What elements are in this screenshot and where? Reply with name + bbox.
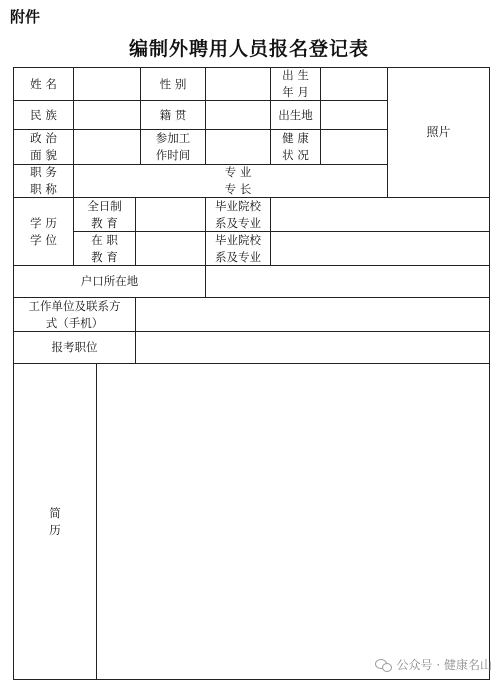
specialty-label: 专 业 专 长: [224, 165, 252, 196]
education-degree-label: 学 历 学 位: [30, 215, 57, 247]
name-label: 姓 名: [30, 76, 57, 91]
column-divider: [135, 197, 136, 265]
watermark: [375, 656, 492, 673]
attachment-label: 附件: [10, 8, 41, 26]
graduate-school-label: 毕业院校 系及专业: [215, 232, 261, 264]
column-divider: [270, 197, 271, 265]
health-status-label: 健 康 状 况: [282, 131, 309, 162]
resume-label: 简 历: [49, 505, 61, 537]
work-start-time-label: 参加工 作时间: [155, 131, 191, 162]
column-divider: [96, 363, 97, 680]
form-title: 编制外聘用人员报名登记表: [128, 38, 369, 60]
fulltime-education-label: 全日制 教 育: [87, 198, 122, 230]
table-border-bottom: [13, 679, 490, 680]
employer-contact-label: 工作单位及联系方 式（手机）: [28, 298, 121, 330]
ethnicity-label: 民 族: [30, 107, 57, 122]
graduate-school-label: 毕业院校 系及专业: [215, 198, 261, 230]
column-divider: [320, 67, 321, 164]
birth-date-label: 出 生 年 月: [282, 68, 309, 99]
wechat-icon: [375, 658, 393, 671]
table-border-right: [489, 67, 490, 680]
native-place-label: 籍 贯: [159, 107, 187, 122]
political-status-label: 政 治 面 貌: [30, 131, 57, 162]
applied-position-label: 报考职位: [51, 340, 98, 354]
column-divider: [205, 67, 206, 164]
gender-label: 性 别: [159, 76, 187, 91]
watermark-text: 公众号 · 健康名山: [396, 658, 492, 672]
household-location-label: 户口所在地: [80, 274, 139, 288]
birthplace-label: 出生地: [278, 107, 313, 122]
photo-placeholder: 照片: [426, 125, 451, 139]
inservice-education-label: 在 职 教 育: [91, 232, 118, 264]
column-divider: [135, 297, 136, 363]
position-title-label: 职 务 职 称: [30, 165, 57, 196]
